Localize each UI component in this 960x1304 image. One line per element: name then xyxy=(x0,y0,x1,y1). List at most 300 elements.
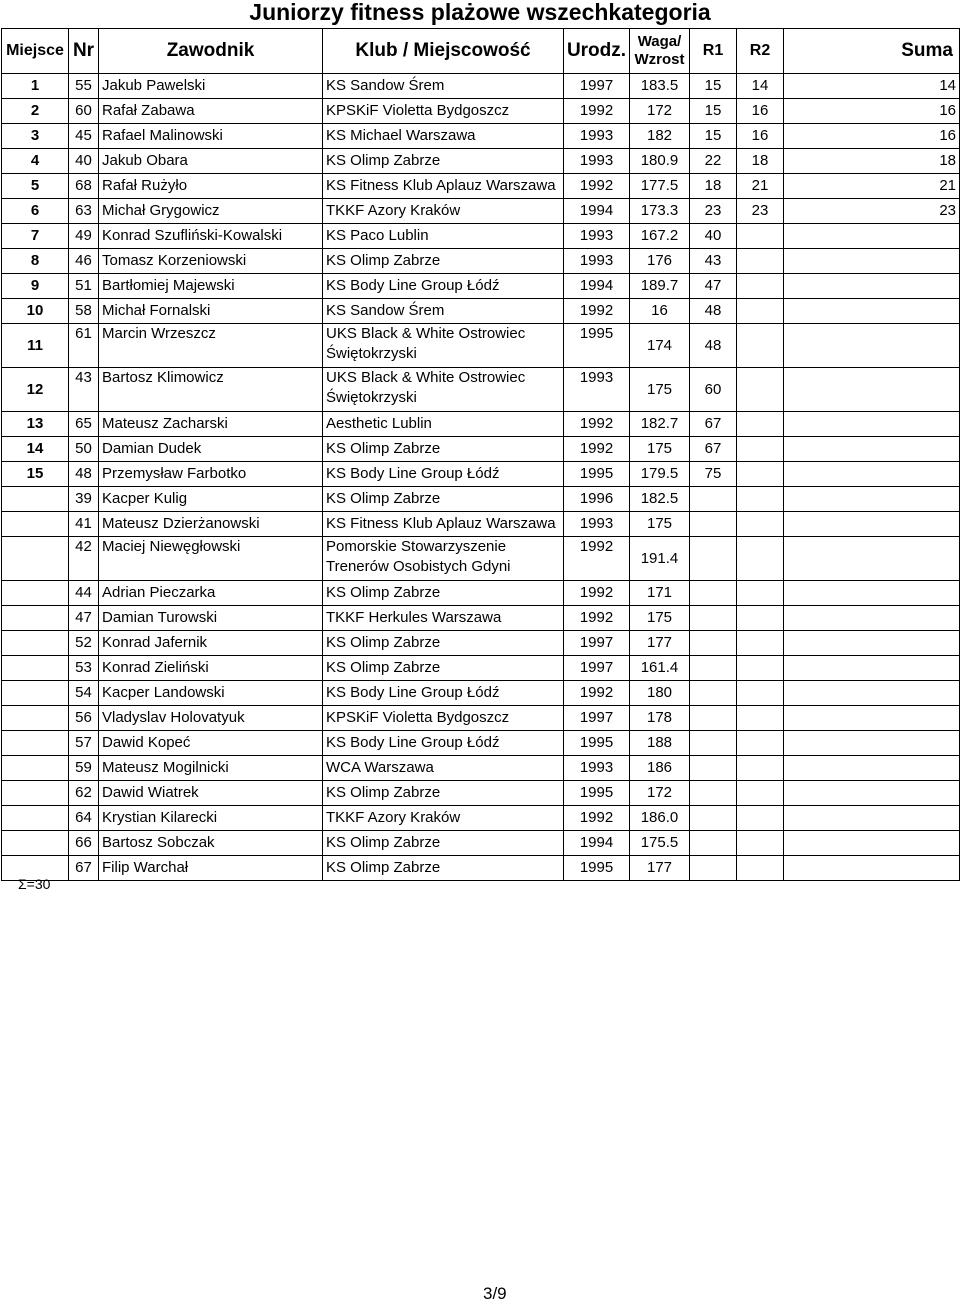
cell-urodz: 1993 xyxy=(564,249,630,274)
cell-suma xyxy=(784,412,960,437)
cell-klub: WCA Warszawa xyxy=(323,756,564,781)
cell-nr: 51 xyxy=(69,274,99,299)
cell-urodz: 1997 xyxy=(564,656,630,681)
cell-zawodnik: Bartosz Sobczak xyxy=(99,831,323,856)
cell-r2 xyxy=(737,224,784,249)
cell-r1: 67 xyxy=(690,412,737,437)
cell-klub: TKKF Azory Kraków xyxy=(323,199,564,224)
cell-nr: 39 xyxy=(69,487,99,512)
table-row xyxy=(2,831,960,856)
cell-nr: 67 xyxy=(69,856,99,881)
cell-r2 xyxy=(737,731,784,756)
cell-r2: 14 xyxy=(737,74,784,99)
cell-r2 xyxy=(737,437,784,462)
table-row xyxy=(2,856,960,881)
cell-nr: 53 xyxy=(69,656,99,681)
cell-urodz: 1995 xyxy=(564,781,630,806)
header-miejsce: Miejsce xyxy=(2,29,69,74)
cell-nr: 54 xyxy=(69,681,99,706)
cell-nr: 68 xyxy=(69,174,99,199)
cell-miejsce xyxy=(2,756,69,781)
cell-suma xyxy=(784,681,960,706)
cell-waga: 182 xyxy=(630,124,690,149)
cell-miejsce: 2 xyxy=(2,99,69,124)
cell-klub: TKKF Azory Kraków xyxy=(323,806,564,831)
cell-suma xyxy=(784,806,960,831)
header-r1: R1 xyxy=(690,29,737,74)
cell-miejsce: 11 xyxy=(2,324,69,368)
cell-urodz: 1992 xyxy=(564,581,630,606)
cell-zawodnik: Michał Grygowicz xyxy=(99,199,323,224)
cell-suma xyxy=(784,856,960,881)
page-title: Juniorzy fitness plażowe wszechkategoria xyxy=(249,0,711,25)
cell-zawodnik: Bartosz Klimowicz xyxy=(99,368,323,412)
cell-urodz: 1994 xyxy=(564,831,630,856)
cell-r1: 15 xyxy=(690,99,737,124)
cell-miejsce xyxy=(2,581,69,606)
cell-klub: KS Olimp Zabrze xyxy=(323,437,564,462)
cell-waga: 176 xyxy=(630,249,690,274)
cell-suma xyxy=(784,224,960,249)
cell-klub: KS Sandow Śrem xyxy=(323,299,564,324)
cell-zawodnik: Dawid Wiatrek xyxy=(99,781,323,806)
cell-klub: KS Olimp Zabrze xyxy=(323,581,564,606)
cell-waga: 167.2 xyxy=(630,224,690,249)
cell-zawodnik: Damian Dudek xyxy=(99,437,323,462)
competitor-count: Σ=30 xyxy=(18,876,51,892)
cell-r1 xyxy=(690,806,737,831)
cell-suma: 21 xyxy=(784,174,960,199)
cell-nr: 63 xyxy=(69,199,99,224)
cell-urodz: 1997 xyxy=(564,631,630,656)
table-row xyxy=(2,224,960,249)
table-row xyxy=(2,274,960,299)
cell-urodz: 1994 xyxy=(564,274,630,299)
cell-klub: KPSKiF Violetta Bydgoszcz xyxy=(323,99,564,124)
cell-urodz: 1995 xyxy=(564,856,630,881)
cell-r2 xyxy=(737,706,784,731)
cell-klub: KS Paco Lublin xyxy=(323,224,564,249)
cell-suma xyxy=(784,368,960,412)
cell-suma: 14 xyxy=(784,74,960,99)
table-row xyxy=(2,681,960,706)
cell-suma xyxy=(784,462,960,487)
cell-r2 xyxy=(737,831,784,856)
cell-r1 xyxy=(690,706,737,731)
cell-zawodnik: Bartłomiej Majewski xyxy=(99,274,323,299)
cell-r2 xyxy=(737,368,784,412)
cell-r1: 48 xyxy=(690,299,737,324)
cell-waga: 182.7 xyxy=(630,412,690,437)
cell-r1 xyxy=(690,831,737,856)
cell-zawodnik: Konrad Szufliński-Kowalski xyxy=(99,224,323,249)
cell-klub: KS Olimp Zabrze xyxy=(323,249,564,274)
cell-waga: 186.0 xyxy=(630,806,690,831)
table-row xyxy=(2,99,960,124)
cell-r1: 22 xyxy=(690,149,737,174)
cell-zawodnik: Marcin Wrzeszcz xyxy=(99,324,323,368)
cell-r1: 18 xyxy=(690,174,737,199)
cell-waga: 178 xyxy=(630,706,690,731)
table-row xyxy=(2,781,960,806)
table-row xyxy=(2,487,960,512)
cell-suma xyxy=(784,299,960,324)
cell-waga: 179.5 xyxy=(630,462,690,487)
cell-miejsce xyxy=(2,681,69,706)
cell-r1 xyxy=(690,681,737,706)
cell-zawodnik: Rafael Malinowski xyxy=(99,124,323,149)
cell-miejsce xyxy=(2,512,69,537)
cell-r2 xyxy=(737,781,784,806)
cell-r2 xyxy=(737,631,784,656)
cell-zawodnik: Mateusz Dzierżanowski xyxy=(99,512,323,537)
table-row xyxy=(2,149,960,174)
cell-nr: 60 xyxy=(69,99,99,124)
cell-r1 xyxy=(690,781,737,806)
cell-nr: 57 xyxy=(69,731,99,756)
cell-waga: 16 xyxy=(630,299,690,324)
cell-r2 xyxy=(737,606,784,631)
cell-r2: 23 xyxy=(737,199,784,224)
cell-nr: 42 xyxy=(69,537,99,581)
table-row xyxy=(2,412,960,437)
cell-waga: 172 xyxy=(630,781,690,806)
cell-miejsce xyxy=(2,537,69,581)
cell-klub: KS Body Line Group Łódź xyxy=(323,462,564,487)
cell-zawodnik: Mateusz Zacharski xyxy=(99,412,323,437)
cell-miejsce: 1 xyxy=(2,74,69,99)
table-row xyxy=(2,756,960,781)
cell-klub: KS Fitness Klub Aplauz Warszawa xyxy=(323,512,564,537)
cell-miejsce xyxy=(2,806,69,831)
cell-urodz: 1997 xyxy=(564,706,630,731)
cell-waga: 180 xyxy=(630,681,690,706)
cell-urodz: 1992 xyxy=(564,412,630,437)
cell-miejsce xyxy=(2,781,69,806)
cell-zawodnik: Maciej Niewęgłowski xyxy=(99,537,323,581)
cell-urodz: 1995 xyxy=(564,324,630,368)
cell-r1: 43 xyxy=(690,249,737,274)
cell-suma xyxy=(784,537,960,581)
cell-miejsce xyxy=(2,706,69,731)
cell-r2 xyxy=(737,856,784,881)
cell-r1: 60 xyxy=(690,368,737,412)
cell-waga: 188 xyxy=(630,731,690,756)
cell-suma xyxy=(784,487,960,512)
cell-zawodnik: Jakub Obara xyxy=(99,149,323,174)
table-row xyxy=(2,124,960,149)
table-row xyxy=(2,174,960,199)
cell-urodz: 1993 xyxy=(564,368,630,412)
cell-r1: 23 xyxy=(690,199,737,224)
table-row xyxy=(2,631,960,656)
cell-urodz: 1992 xyxy=(564,437,630,462)
cell-nr: 48 xyxy=(69,462,99,487)
cell-suma: 23 xyxy=(784,199,960,224)
cell-urodz: 1992 xyxy=(564,606,630,631)
cell-waga: 174 xyxy=(630,324,690,368)
cell-r2 xyxy=(737,462,784,487)
table-row xyxy=(2,324,960,368)
cell-waga: 175 xyxy=(630,437,690,462)
cell-urodz: 1997 xyxy=(564,74,630,99)
table-row xyxy=(2,806,960,831)
cell-klub: Aesthetic Lublin xyxy=(323,412,564,437)
cell-waga: 177 xyxy=(630,856,690,881)
cell-r1 xyxy=(690,731,737,756)
cell-klub: KS Body Line Group Łódź xyxy=(323,274,564,299)
cell-miejsce: 9 xyxy=(2,274,69,299)
cell-miejsce xyxy=(2,487,69,512)
table-row xyxy=(2,249,960,274)
cell-r1: 48 xyxy=(690,324,737,368)
cell-nr: 56 xyxy=(69,706,99,731)
cell-zawodnik: Przemysław Farbotko xyxy=(99,462,323,487)
cell-r1 xyxy=(690,856,737,881)
table-row xyxy=(2,368,960,412)
cell-zawodnik: Konrad Zieliński xyxy=(99,656,323,681)
cell-urodz: 1993 xyxy=(564,512,630,537)
cell-r1 xyxy=(690,656,737,681)
table-row xyxy=(2,199,960,224)
cell-zawodnik: Kacper Landowski xyxy=(99,681,323,706)
cell-suma xyxy=(784,731,960,756)
header-row xyxy=(2,29,960,74)
cell-zawodnik: Dawid Kopeć xyxy=(99,731,323,756)
cell-waga: 175 xyxy=(630,368,690,412)
cell-klub: KS Body Line Group Łódź xyxy=(323,681,564,706)
header-zawodnik: Zawodnik xyxy=(99,29,323,74)
cell-suma xyxy=(784,706,960,731)
cell-nr: 50 xyxy=(69,437,99,462)
header-nr: Nr xyxy=(69,29,99,74)
cell-suma xyxy=(784,606,960,631)
table-row xyxy=(2,706,960,731)
cell-urodz: 1993 xyxy=(564,756,630,781)
cell-klub: KS Olimp Zabrze xyxy=(323,781,564,806)
cell-klub: KS Olimp Zabrze xyxy=(323,656,564,681)
cell-urodz: 1992 xyxy=(564,806,630,831)
cell-nr: 64 xyxy=(69,806,99,831)
cell-zawodnik: Krystian Kilarecki xyxy=(99,806,323,831)
cell-nr: 45 xyxy=(69,124,99,149)
header-suma: Suma xyxy=(784,29,960,74)
cell-nr: 66 xyxy=(69,831,99,856)
cell-waga: 183.5 xyxy=(630,74,690,99)
cell-miejsce: 13 xyxy=(2,412,69,437)
cell-miejsce xyxy=(2,631,69,656)
cell-zawodnik: Adrian Pieczarka xyxy=(99,581,323,606)
cell-nr: 59 xyxy=(69,756,99,781)
cell-nr: 55 xyxy=(69,74,99,99)
cell-zawodnik: Michał Fornalski xyxy=(99,299,323,324)
results-table xyxy=(1,28,960,881)
cell-suma xyxy=(784,249,960,274)
cell-miejsce: 14 xyxy=(2,437,69,462)
cell-miejsce xyxy=(2,606,69,631)
cell-suma xyxy=(784,831,960,856)
cell-zawodnik: Vladyslav Holovatyuk xyxy=(99,706,323,731)
cell-miejsce: 4 xyxy=(2,149,69,174)
table-row xyxy=(2,606,960,631)
cell-waga: 161.4 xyxy=(630,656,690,681)
cell-zawodnik: Kacper Kulig xyxy=(99,487,323,512)
cell-r1 xyxy=(690,756,737,781)
cell-miejsce: 15 xyxy=(2,462,69,487)
cell-miejsce xyxy=(2,656,69,681)
cell-miejsce: 8 xyxy=(2,249,69,274)
cell-nr: 46 xyxy=(69,249,99,274)
cell-r2 xyxy=(737,656,784,681)
cell-klub: KS Body Line Group Łódź xyxy=(323,731,564,756)
cell-urodz: 1994 xyxy=(564,199,630,224)
cell-zawodnik: Jakub Pawelski xyxy=(99,74,323,99)
cell-suma xyxy=(784,274,960,299)
cell-r2 xyxy=(737,756,784,781)
cell-r1 xyxy=(690,487,737,512)
cell-suma xyxy=(784,324,960,368)
cell-r1: 15 xyxy=(690,74,737,99)
table-row xyxy=(2,74,960,99)
cell-suma: 16 xyxy=(784,124,960,149)
cell-r1 xyxy=(690,631,737,656)
header-urodz: Urodz. xyxy=(564,29,630,74)
cell-klub: KS Olimp Zabrze xyxy=(323,856,564,881)
cell-nr: 41 xyxy=(69,512,99,537)
cell-suma xyxy=(784,512,960,537)
cell-urodz: 1992 xyxy=(564,174,630,199)
cell-nr: 61 xyxy=(69,324,99,368)
table-row xyxy=(2,462,960,487)
cell-klub: KS Olimp Zabrze xyxy=(323,631,564,656)
cell-waga: 186 xyxy=(630,756,690,781)
cell-r1 xyxy=(690,512,737,537)
cell-r2 xyxy=(737,581,784,606)
cell-klub: UKS Black & White Ostrowiec Świętokrzyski xyxy=(323,324,564,368)
cell-nr: 43 xyxy=(69,368,99,412)
cell-urodz: 1992 xyxy=(564,681,630,706)
cell-suma: 18 xyxy=(784,149,960,174)
cell-urodz: 1995 xyxy=(564,462,630,487)
table-row xyxy=(2,512,960,537)
cell-suma xyxy=(784,781,960,806)
cell-waga: 189.7 xyxy=(630,274,690,299)
cell-suma xyxy=(784,756,960,781)
cell-suma xyxy=(784,656,960,681)
cell-r2: 16 xyxy=(737,99,784,124)
cell-r2 xyxy=(737,487,784,512)
cell-zawodnik: Mateusz Mogilnicki xyxy=(99,756,323,781)
cell-r1 xyxy=(690,606,737,631)
cell-r1: 40 xyxy=(690,224,737,249)
cell-nr: 52 xyxy=(69,631,99,656)
cell-r1: 75 xyxy=(690,462,737,487)
cell-suma xyxy=(784,437,960,462)
cell-waga: 182.5 xyxy=(630,487,690,512)
table-row xyxy=(2,656,960,681)
cell-r2 xyxy=(737,681,784,706)
cell-r1 xyxy=(690,537,737,581)
cell-r1 xyxy=(690,581,737,606)
cell-waga: 177 xyxy=(630,631,690,656)
cell-r2 xyxy=(737,512,784,537)
cell-miejsce: 3 xyxy=(2,124,69,149)
cell-r2: 21 xyxy=(737,174,784,199)
table-row xyxy=(2,299,960,324)
cell-r2: 18 xyxy=(737,149,784,174)
cell-zawodnik: Tomasz Korzeniowski xyxy=(99,249,323,274)
cell-nr: 49 xyxy=(69,224,99,249)
header-r2: R2 xyxy=(737,29,784,74)
cell-r2 xyxy=(737,249,784,274)
cell-urodz: 1992 xyxy=(564,537,630,581)
cell-urodz: 1992 xyxy=(564,99,630,124)
cell-klub: Pomorskie Stowarzyszenie Trenerów Osobistych Gdyni xyxy=(323,537,564,581)
cell-miejsce: 12 xyxy=(2,368,69,412)
cell-r2 xyxy=(737,274,784,299)
cell-nr: 44 xyxy=(69,581,99,606)
cell-klub: TKKF Herkules Warszawa xyxy=(323,606,564,631)
cell-waga: 177.5 xyxy=(630,174,690,199)
cell-zawodnik: Rafał Zabawa xyxy=(99,99,323,124)
header-waga: Waga/ Wzrost xyxy=(630,29,690,74)
cell-zawodnik: Rafał Rużyło xyxy=(99,174,323,199)
cell-nr: 62 xyxy=(69,781,99,806)
cell-urodz: 1996 xyxy=(564,487,630,512)
cell-klub: KS Olimp Zabrze xyxy=(323,487,564,512)
cell-miejsce xyxy=(2,831,69,856)
cell-waga: 191.4 xyxy=(630,537,690,581)
cell-zawodnik: Damian Turowski xyxy=(99,606,323,631)
cell-suma xyxy=(784,631,960,656)
cell-urodz: 1993 xyxy=(564,224,630,249)
cell-waga: 172 xyxy=(630,99,690,124)
cell-waga: 180.9 xyxy=(630,149,690,174)
cell-r2 xyxy=(737,324,784,368)
cell-r1: 15 xyxy=(690,124,737,149)
cell-miejsce: 10 xyxy=(2,299,69,324)
cell-r2: 16 xyxy=(737,124,784,149)
cell-klub: KS Fitness Klub Aplauz Warszawa xyxy=(323,174,564,199)
table-row xyxy=(2,437,960,462)
cell-suma: 16 xyxy=(784,99,960,124)
cell-urodz: 1993 xyxy=(564,149,630,174)
cell-urodz: 1993 xyxy=(564,124,630,149)
cell-nr: 40 xyxy=(69,149,99,174)
cell-miejsce: 6 xyxy=(2,199,69,224)
cell-miejsce: 7 xyxy=(2,224,69,249)
cell-zawodnik: Filip Warchał xyxy=(99,856,323,881)
cell-waga: 175 xyxy=(630,606,690,631)
cell-waga: 173.3 xyxy=(630,199,690,224)
cell-nr: 58 xyxy=(69,299,99,324)
cell-waga: 171 xyxy=(630,581,690,606)
table-row xyxy=(2,731,960,756)
cell-r2 xyxy=(737,806,784,831)
table-row xyxy=(2,581,960,606)
cell-miejsce xyxy=(2,731,69,756)
cell-r1: 67 xyxy=(690,437,737,462)
cell-zawodnik: Konrad Jafernik xyxy=(99,631,323,656)
cell-r1: 47 xyxy=(690,274,737,299)
cell-r2 xyxy=(737,412,784,437)
cell-nr: 47 xyxy=(69,606,99,631)
cell-klub: KS Olimp Zabrze xyxy=(323,831,564,856)
cell-urodz: 1992 xyxy=(564,299,630,324)
cell-suma xyxy=(784,581,960,606)
cell-waga: 175 xyxy=(630,512,690,537)
cell-klub: KS Michael Warszawa xyxy=(323,124,564,149)
